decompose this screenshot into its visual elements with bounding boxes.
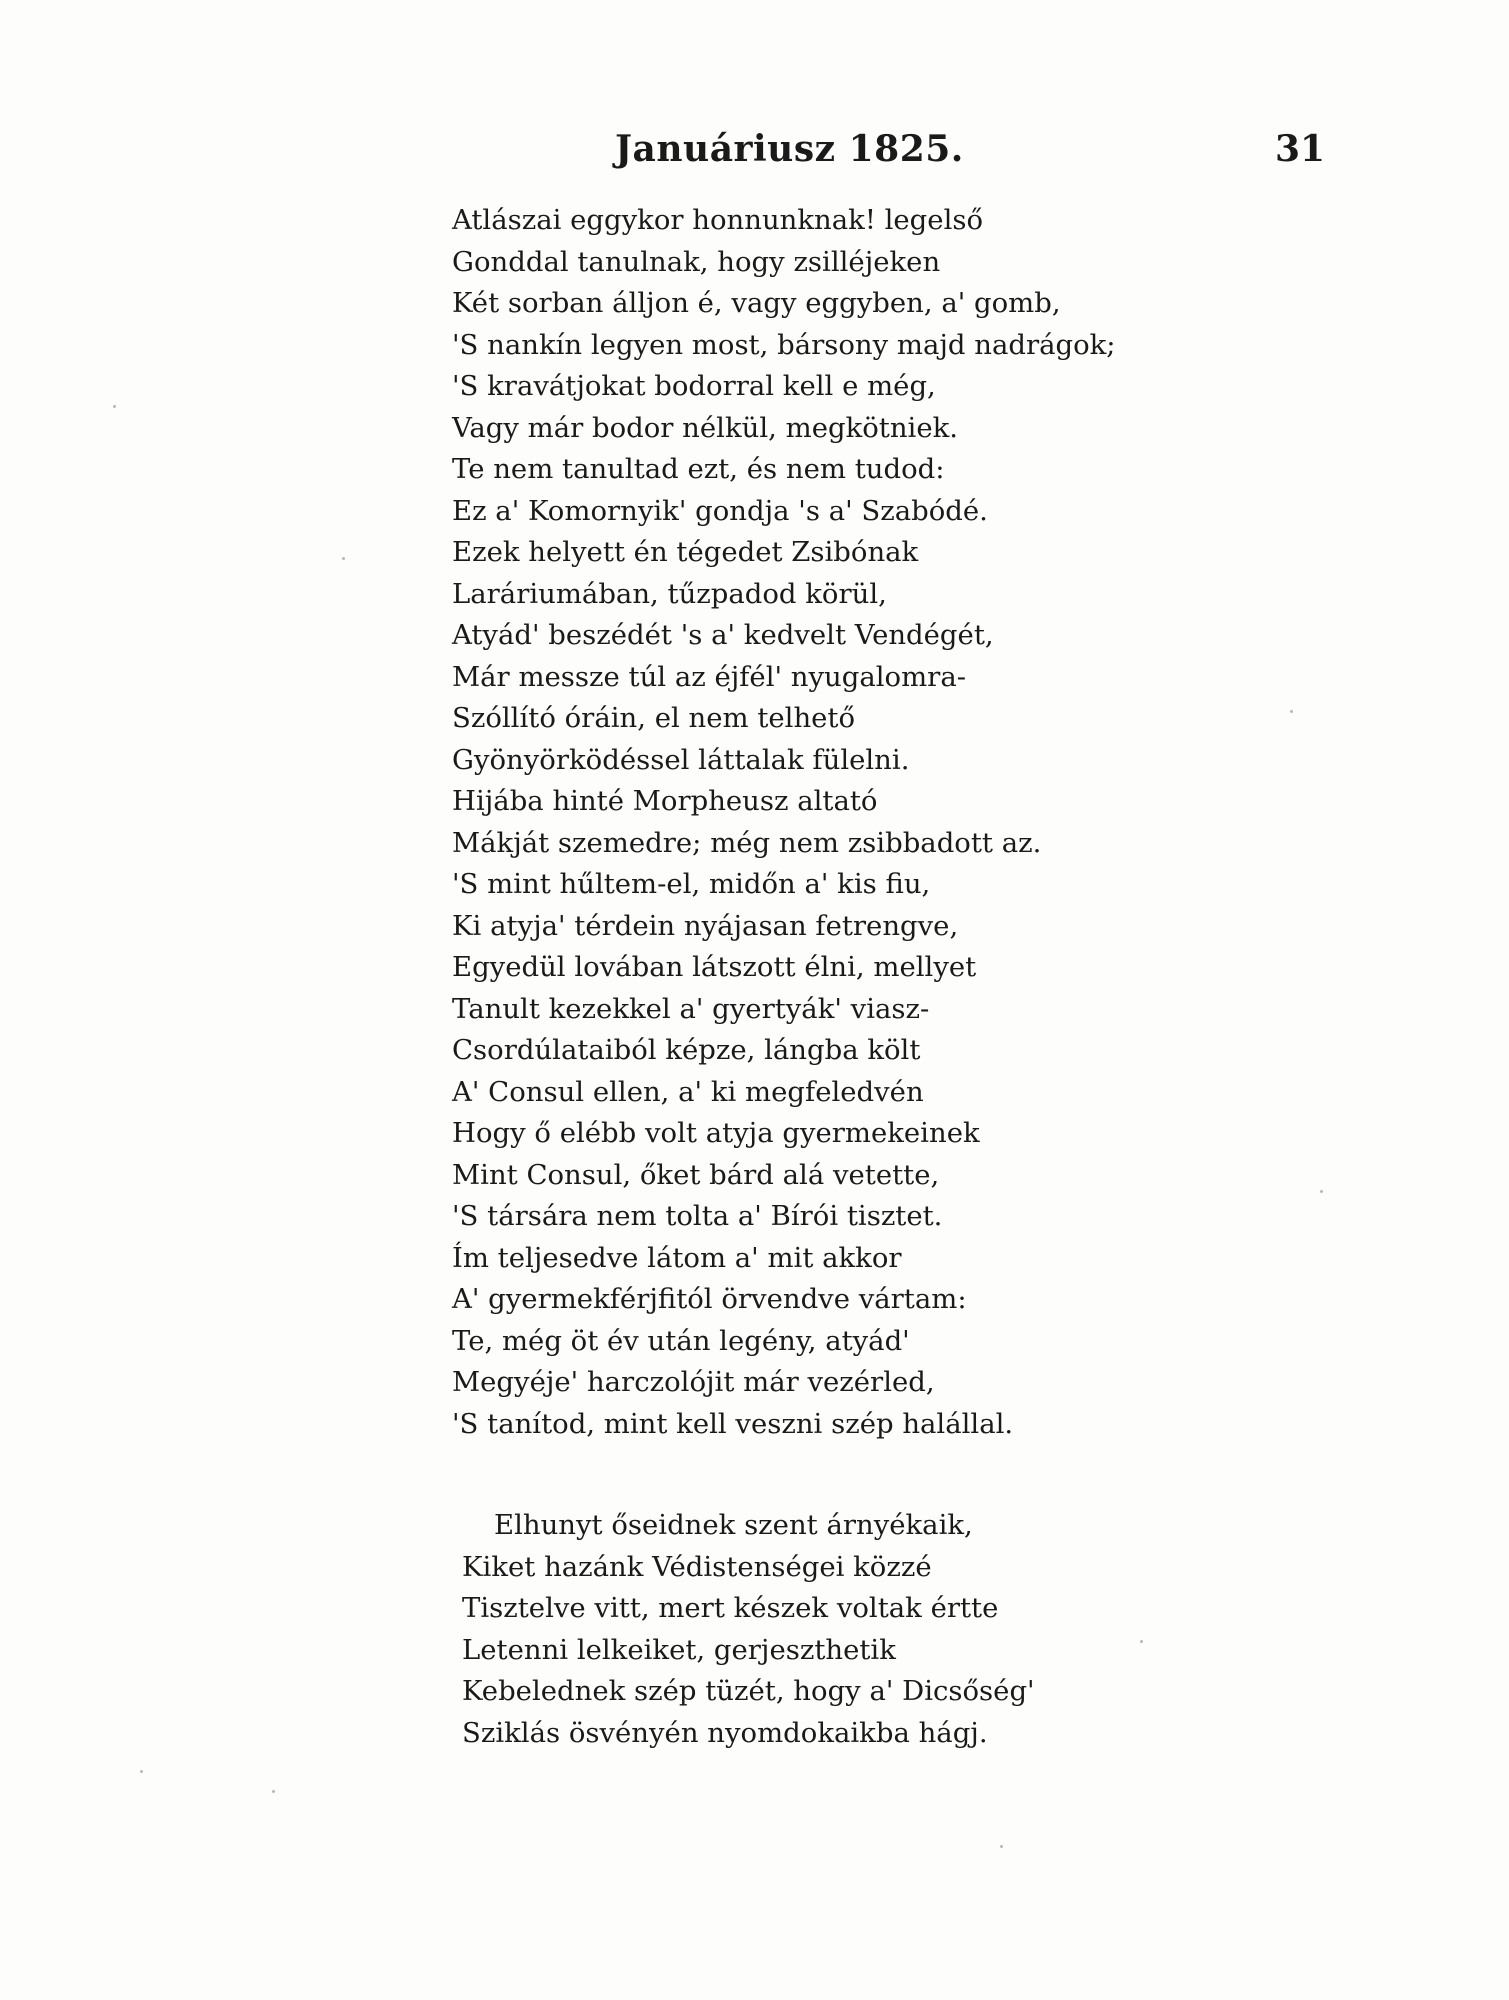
verse-line: 'S mint hűltem-el, midőn a' kis fiu,: [452, 868, 931, 900]
print-speck: [272, 1790, 275, 1793]
verse-line: 'S társára nem tolta a' Bírói tisztet.: [452, 1200, 943, 1232]
verse-line: Laráriumában, tűzpadod körül,: [452, 577, 887, 610]
verse-line: Ezek helyett én tégedet Zsibónak: [452, 536, 919, 568]
verse-line: Ím teljesedve látom a' mit akkor: [452, 1241, 902, 1274]
verse-line: Te nem tanultad ezt, és nem tudod:: [452, 453, 945, 485]
verse-line: Gyönyörködéssel láttalak fülelni.: [452, 743, 910, 776]
verse-line: 'S kravátjokat bodorral kell e még,: [452, 370, 936, 402]
page-number: 31: [1275, 128, 1326, 170]
verse-line: Sziklás ösvényén nyomdokaikba hágj.: [462, 1716, 988, 1749]
verse-line: Mint Consul, őket bárd alá vetette,: [452, 1158, 940, 1191]
verse-line: Letenni lelkeiket, gerjeszthetik: [462, 1633, 896, 1666]
verse-line: Csordúlataiból képze, lángba költ: [452, 1034, 921, 1066]
verse-line: Elhunyt őseidnek szent árnyékaik,: [494, 1509, 973, 1541]
verse-line: A' Consul ellen, a' ki megfeledvén: [452, 1075, 924, 1108]
verse-line: Gonddal tanulnak, hogy zsilléjeken: [452, 245, 941, 278]
verse-line: Két sorban álljon é, vagy eggyben, a' gomb,: [452, 287, 1061, 319]
print-speck: [1140, 1640, 1143, 1643]
verse-line: Te, még öt év után legény, atyád': [452, 1324, 910, 1357]
verse-line: Vagy már bodor nélkül, megkötniek.: [452, 411, 959, 444]
poem-stanza-1: [452, 200, 1116, 1445]
print-speck: [1290, 710, 1293, 713]
print-speck: [140, 1770, 143, 1773]
verse-line: Hijába hinté Morpheusz altató: [452, 785, 878, 817]
verse-line: Egyedül lovában látszott élni, mellyet: [452, 951, 977, 983]
print-speck: [1000, 1845, 1003, 1848]
verse-line: Mákját szemedre; még nem zsibbadott az.: [452, 826, 1042, 859]
print-speck: [1320, 1190, 1323, 1193]
verse-line: Kebelednek szép tüzét, hogy a' Dicsőség': [462, 1675, 1035, 1707]
verse-line: Szóllító óráin, el nem telhető: [452, 702, 856, 734]
verse-line: Atlászai eggykor honnunknak! legelső: [452, 204, 984, 236]
verse-line: 'S tanítod, mint kell veszni szép halállal.: [452, 1407, 1014, 1440]
verse-line: Már messze túl az éjfél' nyugalomra-: [452, 660, 967, 693]
verse-line: Hogy ő elébb volt atyja gyermekeinek: [452, 1117, 980, 1149]
running-header-title: Januáriusz 1825.: [615, 128, 964, 170]
verse-line: Tisztelve vitt, mert készek voltak értte: [462, 1592, 999, 1624]
print-speck: [342, 557, 345, 560]
poem-stanza-2: [462, 1505, 1035, 1754]
verse-line: 'S nankín legyen most, bársony majd nadrágok;: [452, 328, 1116, 361]
verse-line: Tanult kezekkel a' gyertyák' viasz-: [452, 992, 930, 1025]
verse-line: A' gyermekférjfitól örvendve vártam:: [452, 1283, 967, 1315]
print-speck: [113, 405, 116, 408]
verse-line: Atyád' beszédét 's a' kedvelt Vendégét,: [452, 619, 994, 651]
verse-line: Ez a' Komornyik' gondja 's a' Szabódé.: [452, 494, 988, 527]
verse-line: Ki atyja' térdein nyájasan fetrengve,: [452, 909, 959, 942]
verse-line: Kiket hazánk Védistenségei közzé: [462, 1550, 932, 1583]
verse-line: Megyéje' harczolójit már vezérled,: [452, 1366, 935, 1398]
